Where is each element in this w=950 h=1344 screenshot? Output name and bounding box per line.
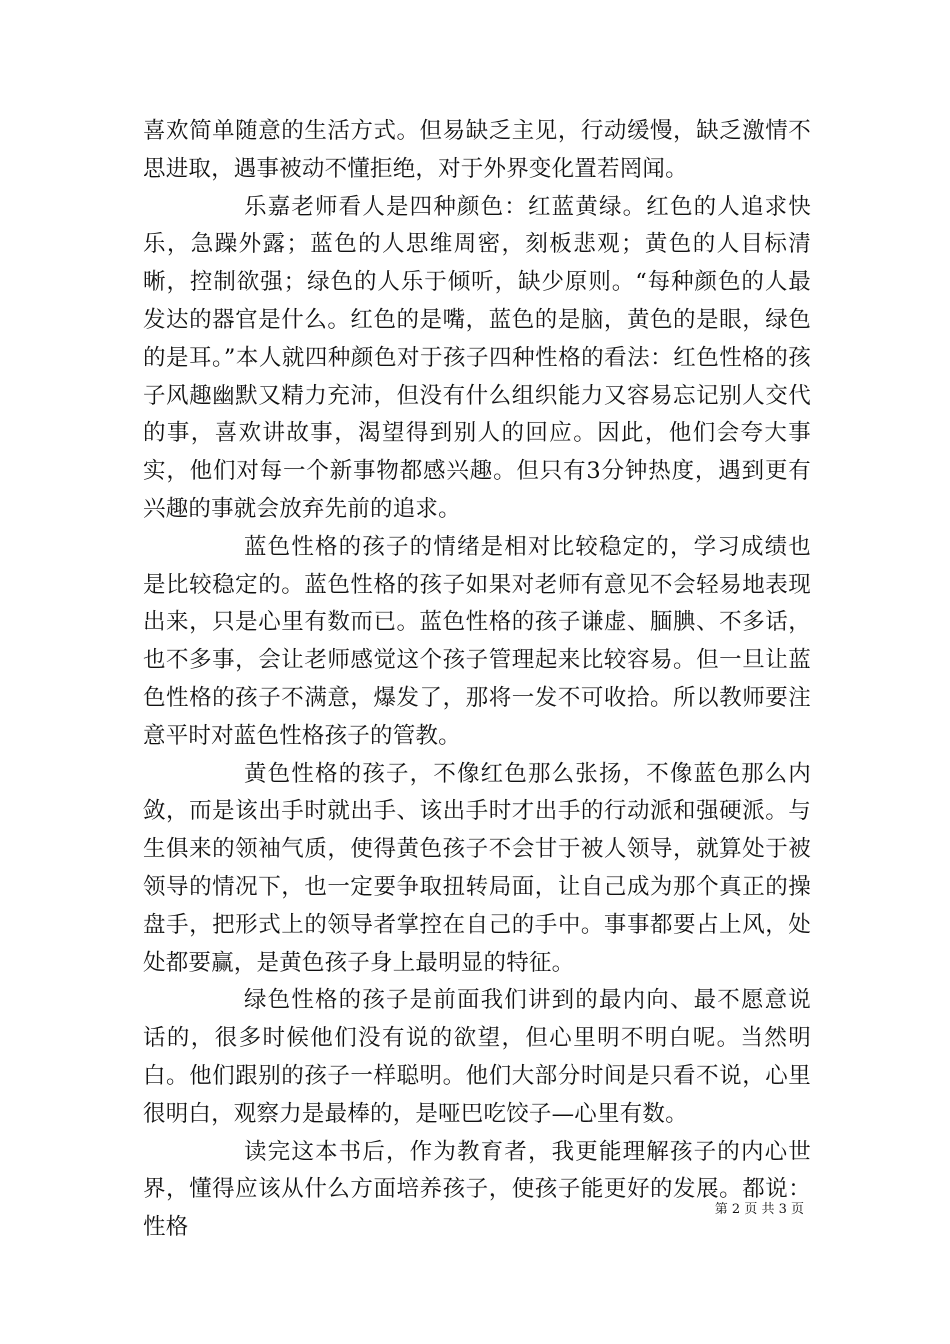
paragraph-continuation: 喜欢简单随意的生活方式。但易缺乏主见，行动缓慢，缺乏激情不思进取，遇事被动不懂拒绝，对于外界变化置若罔闻。 xyxy=(143,118,811,182)
paragraph-yellow-personality: 黄色性格的孩子，不像红色那么张扬，不像蓝色那么内敛，而是该出手时就出手、该出手时才出手的行动派和强硬派。与生俱来的领袖气质，使得黄色孩子不会甘于被人领导，就算处于被领导的情况下，也一定要争取扭转局面，让自己成为那个真正的操盘手，把形式上的领导者掌控在自己的手中。事事都要占上风，处处都要赢，是黄色孩子身上最明显的特征。 xyxy=(143,760,811,976)
paragraph-conclusion: 读完这本书后，作为教育者，我更能理解孩子的内心世界，懂得应该从什么方面培养孩子，使孩子能更好的发展。都说：性格 xyxy=(143,1138,811,1241)
paragraph-green-personality: 绿色性格的孩子是前面我们讲到的最内向、最不愿意说话的，很多时候他们没有说的欲望，但心里明不明白呢。当然明白。他们跟别的孩子一样聪明。他们大部分时间是只看不说，心里很明白，观察力是最棒的，是哑巴吃饺子—心里有数。 xyxy=(143,987,811,1127)
document-body xyxy=(143,113,811,1247)
paragraph-blue-personality: 蓝色性格的孩子的情绪是相对比较稳定的，学习成绩也是比较稳定的。蓝色性格的孩子如果对老师有意见不会轻易地表现出来，只是心里有数而已。蓝色性格的孩子谦虚、腼腆、不多话，也不多事，会让老师感觉这个孩子管理起来比较容易。但一旦让蓝色性格的孩子不满意，爆发了，那将一发不可收拾。所以教师要注意平时对蓝色性格孩子的管教。 xyxy=(143,533,811,749)
page-number-footer: 第 2 页 共 3 页 xyxy=(714,1202,804,1217)
paragraph-four-colors: 乐嘉老师看人是四种颜色：红蓝黄绿。红色的人追求快乐，急躁外露；蓝色的人思维周密，刻板悲观；黄色的人目标清晰，控制欲强；绿色的人乐于倾听，缺少原则。“每种颜色的人最发达的器官是什么。红色的是嘴，蓝色的是脑，黄色的是眼，绿色的是耳。”本人就四种颜色对于孩子四种性格的看法：红色性格的孩子风趣幽默又精力充沛，但没有什么组织能力又容易忘记别人交代的事，喜欢讲故事，渴望得到别人的回应。因此，他们会夸大事实，他们对每一个新事物都感兴趣。但只有3分钟热度，遇到更有兴趣的事就会放弃先前的追求。 xyxy=(143,193,811,522)
